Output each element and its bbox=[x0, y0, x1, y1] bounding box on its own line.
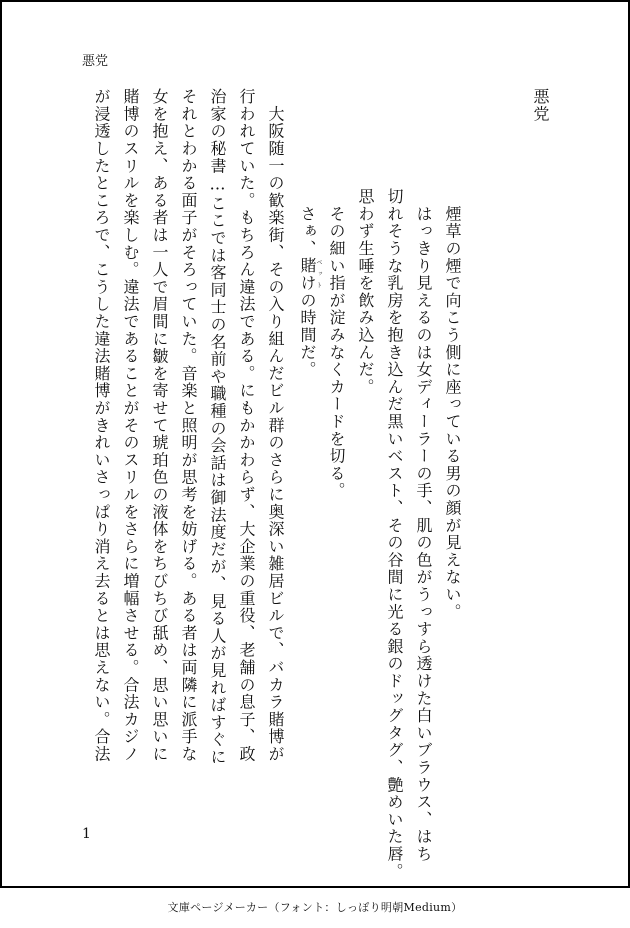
chapter-title: 悪党 bbox=[531, 88, 550, 123]
text-line: 女を抱え、ある者は一人で眉間に皺を寄せて琥珀色の液体をちびちび舐め、思い思いに bbox=[150, 88, 169, 763]
text-fragment: さぁ、 bbox=[298, 188, 317, 258]
footer-credit: 文庫ページメーカー（フォント：しっぽり明朝Medium） bbox=[167, 901, 463, 914]
text-line-with-ruby bbox=[299, 188, 322, 378]
text-line: が浸透したところで、こうした違法賭博がきれいさっぱり消え去るとは思えない。合法 bbox=[92, 88, 111, 763]
text-line: 煙草の煙で向こう側に座っている男の顔が見えない。 bbox=[443, 188, 462, 621]
text-fragment: の時間だ。 bbox=[298, 291, 317, 379]
text-line: 治家の秘書…ここでは客同士の名前や職種の会話は御法度だが、見る人が見ればすぐに bbox=[208, 88, 227, 766]
text-line: その細い指が淀みなくカードを切る。 bbox=[327, 188, 346, 500]
text-line: 思わず生唾を飲み込んだ。 bbox=[356, 188, 375, 396]
text-line: それとわかる面子がそろっていた。音楽と照明が思考を妨げる。ある者は両隣に派手な bbox=[179, 88, 198, 763]
running-header: 悪党 bbox=[82, 54, 109, 69]
text-line: 賭博のスリルを楽しむ。違法であることがそのスリルをさらに増幅させる。合法カジノ bbox=[121, 88, 140, 763]
ruby-word bbox=[298, 257, 322, 292]
ruby-annotation: ベット bbox=[315, 257, 322, 292]
text-line: はっきり見えるのは女ディーラーの手、肌の色がうっすら透けた白いブラウス、はち bbox=[414, 188, 433, 863]
ruby-base: 賭け bbox=[298, 257, 317, 292]
text-line: 切れそうな乳房を抱き込んだ黒いベスト、その谷間に光る銀のドッグタグ、艶めいた唇。 bbox=[385, 188, 404, 880]
text-line: 行われていた。もちろん違法である。にもかかわらず、大企業の重役、老舗の息子、政 bbox=[237, 88, 256, 763]
text-line: 大阪随一の歓楽街、その入り組んだビル群のさらに奥深い雑居ビルで、バカラ賭博が bbox=[266, 88, 285, 763]
page-number: 1 bbox=[82, 826, 91, 842]
